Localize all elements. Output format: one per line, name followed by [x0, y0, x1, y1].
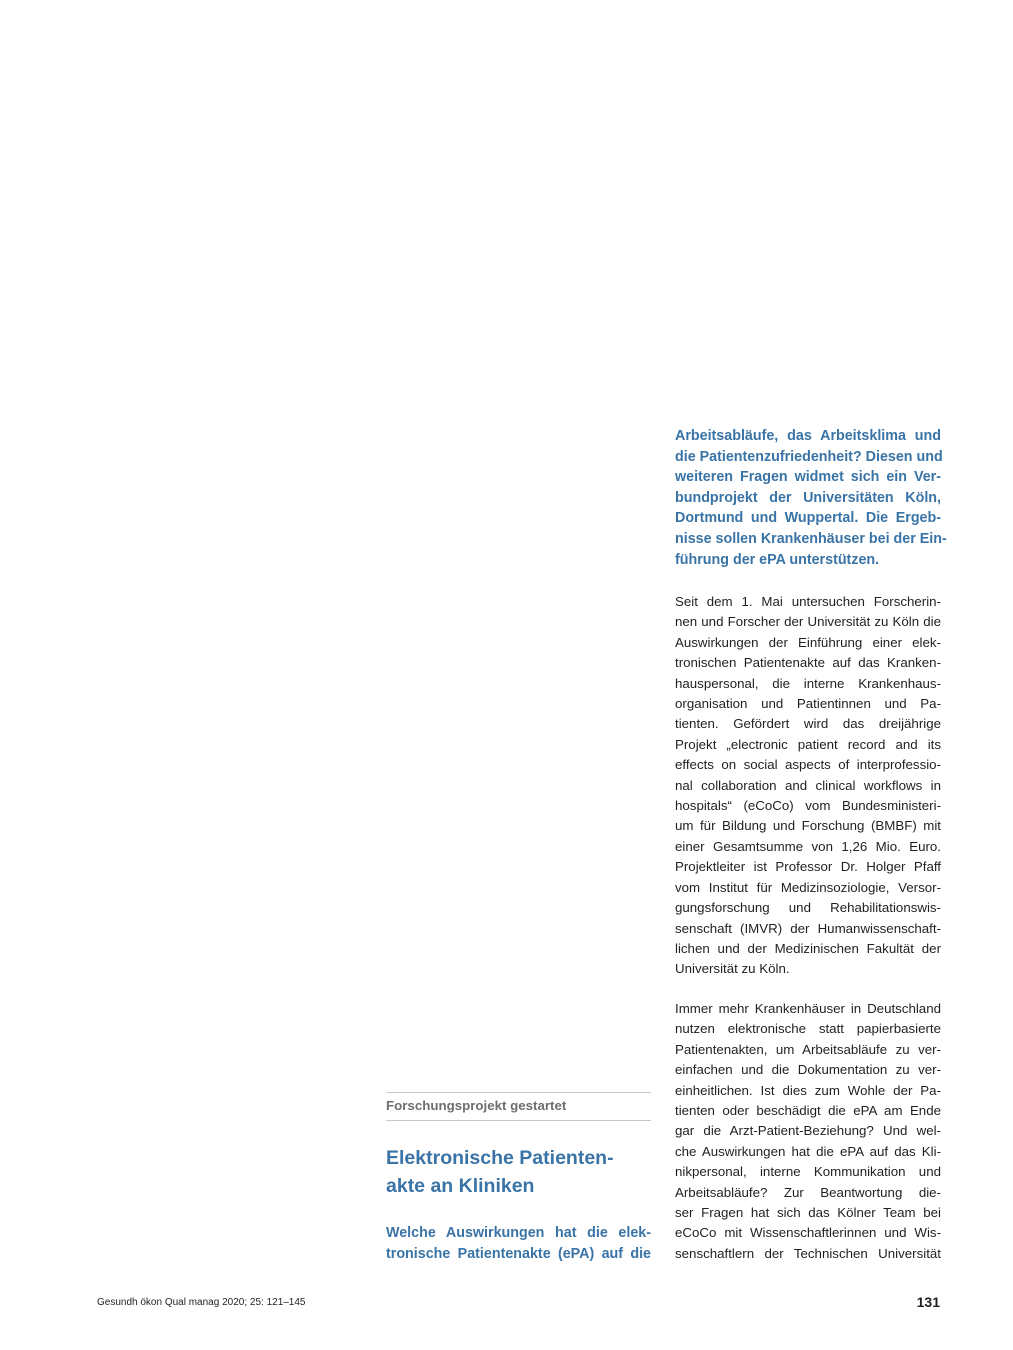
- lead-line: Dortmund und Wuppertal. Die Ergeb-: [675, 510, 941, 527]
- text-line: senschaft (IMVR) der Humanwissenschaft-: [675, 920, 941, 936]
- text-line: nen und Forscher der Universität zu Köln die: [675, 614, 941, 630]
- text-line: nikpersonal, interne Kommunikation und: [675, 1164, 941, 1180]
- text-line: tienten. Gefördert wird das dreijährige: [675, 716, 941, 732]
- text-line: einer Gesamtsumme von 1,26 Mio. Euro.: [675, 838, 941, 854]
- text-line: gungsforschung und Rehabilitationswis-: [675, 900, 941, 916]
- lead-line: führung der ePA unterstützen.: [675, 551, 880, 568]
- lead-line: die Patientenzufriedenheit? Diesen und: [675, 448, 943, 465]
- text-line: eCoCo mit Wissenschaftlerinnen und Wis-: [675, 1225, 941, 1241]
- text-line: Universität zu Köln.: [675, 961, 790, 977]
- text-line: Projekt „electronic patient record and its: [675, 736, 941, 752]
- lead-line: tronische Patientenakte (ePA) auf die: [386, 1245, 651, 1262]
- body-paragraph-1: [675, 592, 941, 980]
- text-line: Projektleiter ist Professor Dr. Holger Pfaff: [675, 859, 941, 875]
- text-line: ser Fragen hat sich das Kölner Team bei: [675, 1205, 941, 1221]
- text-line: hauspersonal, die interne Krankenhaus-: [675, 675, 941, 691]
- lead-line: weiteren Fragen widmet sich ein Ver-: [675, 469, 941, 486]
- text-line: Auswirkungen der Einführung einer elek-: [675, 634, 941, 650]
- text-line: lichen und der Medizinischen Fakultät der: [675, 940, 941, 956]
- article-title: [386, 1144, 651, 1200]
- text-line: nal collaboration and clinical workflows in: [675, 777, 941, 793]
- title-line: akte an Kliniken: [386, 1175, 535, 1197]
- text-line: hospitals“ (eCoCo) vom Bundesministeri-: [675, 798, 941, 814]
- lead-continued: [675, 426, 947, 570]
- text-line: nutzen elektronische statt papierbasierte: [675, 1021, 941, 1037]
- lead-line: bundprojekt der Universitäten Köln,: [675, 489, 941, 506]
- body-paragraph-2: [675, 999, 941, 1264]
- journal-citation: Gesundh ökon Qual manag 2020; 25: 121–145: [97, 1297, 306, 1308]
- text-line: effects on social aspects of interprofessio-: [675, 757, 941, 773]
- section-rubric: Forschungsprojekt gestartet: [386, 1092, 651, 1121]
- text-line: einheitlichen. Ist dies zum Wohle der Pa-: [675, 1082, 941, 1098]
- text-line: tronischen Patientenakte auf das Kranken-: [675, 655, 941, 671]
- text-line: vom Institut für Medizinsoziologie, Versor-: [675, 879, 941, 895]
- lead-line: Welche Auswirkungen hat die elek-: [386, 1225, 651, 1241]
- text-line: Arbeitsabläufe? Zur Beantwortung die-: [675, 1184, 941, 1200]
- text-line: che Auswirkungen hat die ePA auf das Kli-: [675, 1143, 941, 1159]
- page-number: 131: [916, 1294, 940, 1310]
- text-line: um für Bildung und Forschung (BMBF) mit: [675, 818, 941, 834]
- text-line: Immer mehr Krankenhäuser in Deutschland: [675, 1001, 941, 1016]
- text-line: senschaftlern der Technischen Universität: [675, 1245, 941, 1261]
- text-line: gar die Arzt-Patient-Beziehung? Und wel-: [675, 1123, 941, 1139]
- lead-start: [386, 1223, 651, 1264]
- text-line: Patientenakten, um Arbeitsabläufe zu ver-: [675, 1041, 941, 1057]
- text-line: Seit dem 1. Mai untersuchen Forscherin-: [675, 594, 941, 609]
- text-line: tienten oder beschädigt die ePA am Ende: [675, 1103, 941, 1119]
- lead-line: nisse sollen Krankenhäuser bei der Ein-: [675, 530, 947, 547]
- text-line: organisation und Patientinnen und Pa-: [675, 696, 941, 712]
- title-line: Elektronische Patienten-: [386, 1147, 614, 1169]
- lead-line: Arbeitsabläufe, das Arbeitsklima und: [675, 428, 941, 444]
- text-line: einfachen und die Dokumentation zu ver-: [675, 1062, 941, 1078]
